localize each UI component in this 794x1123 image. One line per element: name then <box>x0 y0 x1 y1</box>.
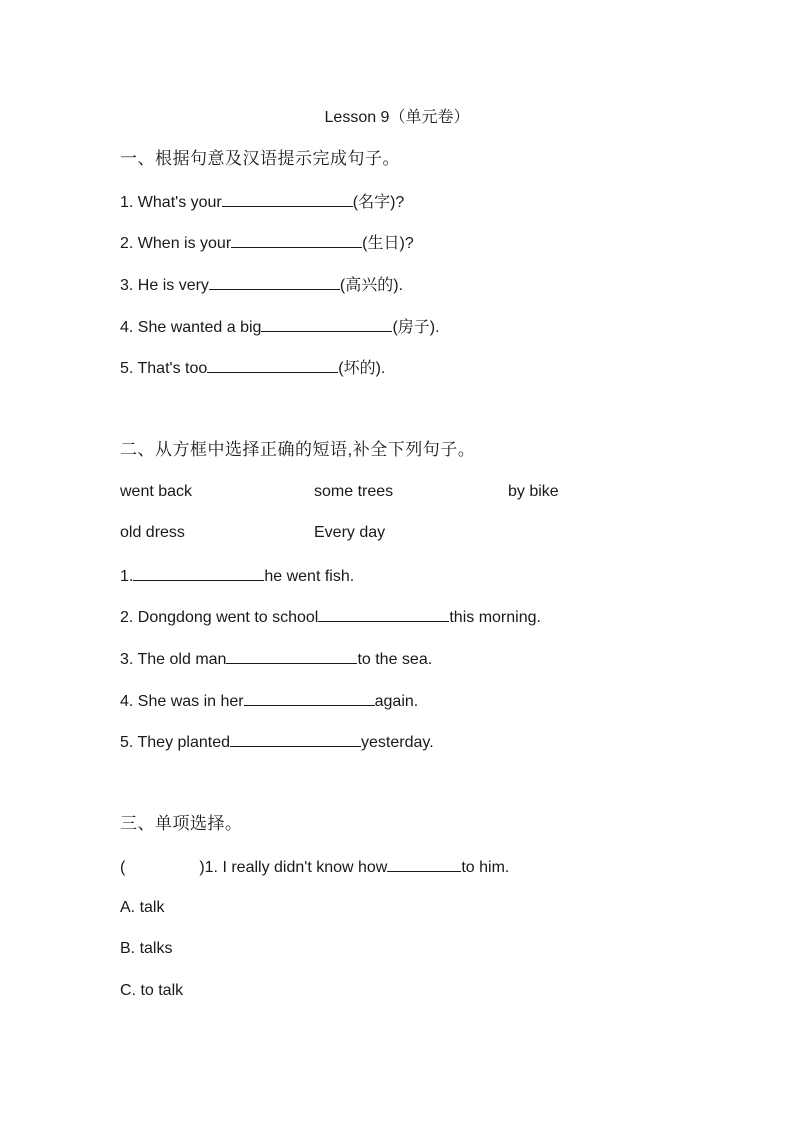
s1-question-1 <box>120 191 404 211</box>
s2-q5-prefix: 5. They planted <box>120 734 231 751</box>
option-a[interactable]: A. talk <box>120 899 165 916</box>
answer-blank[interactable] <box>230 731 361 747</box>
s1-q3-prefix: 3. He is very <box>120 277 209 294</box>
s2-question-4 <box>120 690 418 710</box>
s2-question-2 <box>120 606 541 626</box>
answer-blank[interactable] <box>207 357 338 373</box>
page-title: Lesson 9（单元卷） <box>324 109 470 126</box>
s1-q5-prefix: 5. That's too <box>120 360 208 377</box>
s2-q3-suffix: to the sea. <box>357 651 433 668</box>
option-c[interactable]: C. to talk <box>120 982 184 999</box>
s1-q3-suffix: (高兴的). <box>339 277 404 294</box>
s3-q1-stem: )1. I really didn't know how <box>199 859 388 876</box>
s1-question-4 <box>120 316 440 336</box>
s1-question-5 <box>120 357 385 377</box>
s1-q1-prefix: 1. What's your <box>120 194 222 211</box>
s2-q3-prefix: 3. The old man <box>120 651 227 668</box>
s2-q1-prefix: 1. <box>120 568 134 585</box>
s2-question-5 <box>120 731 434 751</box>
answer-blank[interactable] <box>387 856 461 872</box>
s2-q2-suffix: this morning. <box>449 609 541 626</box>
s2-q4-suffix: again. <box>374 693 419 710</box>
section-3-heading: 三、单项选择。 <box>120 814 243 833</box>
word-bank-item: by bike <box>508 483 559 500</box>
s2-question-1 <box>120 565 354 585</box>
answer-blank[interactable] <box>261 316 392 332</box>
s2-q5-suffix: yesterday. <box>361 734 434 751</box>
s1-q1-suffix: (名字)? <box>352 194 405 211</box>
word-bank-item: some trees <box>314 483 394 500</box>
s2-q2-prefix: 2. Dongdong went to school <box>120 609 319 626</box>
s3-question-1 <box>120 856 509 876</box>
s2-q1-suffix: he went fish. <box>264 568 355 585</box>
s1-q5-suffix: (坏的). <box>338 360 386 377</box>
answer-blank[interactable] <box>231 232 362 248</box>
s1-q2-prefix: 2. When is your <box>120 235 232 252</box>
answer-blank[interactable] <box>133 565 264 581</box>
s3-open-paren: ( <box>120 859 126 876</box>
answer-blank[interactable] <box>244 690 375 706</box>
s3-q1-suffix: to him. <box>461 859 510 876</box>
answer-blank[interactable] <box>318 606 449 622</box>
s1-q4-suffix: (房子). <box>392 319 440 336</box>
s1-q2-suffix: (生日)? <box>362 235 414 252</box>
word-bank-item: Every day <box>314 524 386 541</box>
word-bank-item: old dress <box>120 524 185 541</box>
s1-question-2 <box>120 232 414 252</box>
answer-blank[interactable] <box>222 191 353 207</box>
answer-blank[interactable] <box>226 648 357 664</box>
answer-blank[interactable] <box>209 274 340 290</box>
s2-question-3 <box>120 648 432 668</box>
word-bank-item: went back <box>120 483 193 500</box>
s1-question-3 <box>120 274 403 294</box>
option-b[interactable]: B. talks <box>120 940 173 957</box>
section-2-heading: 二、从方框中选择正确的短语,补全下列句子。 <box>120 440 476 459</box>
section-1-heading: 一、根据句意及汉语提示完成句子。 <box>120 149 400 168</box>
s1-q4-prefix: 4. She wanted a big <box>120 319 262 336</box>
s2-q4-prefix: 4. She was in her <box>120 693 244 710</box>
